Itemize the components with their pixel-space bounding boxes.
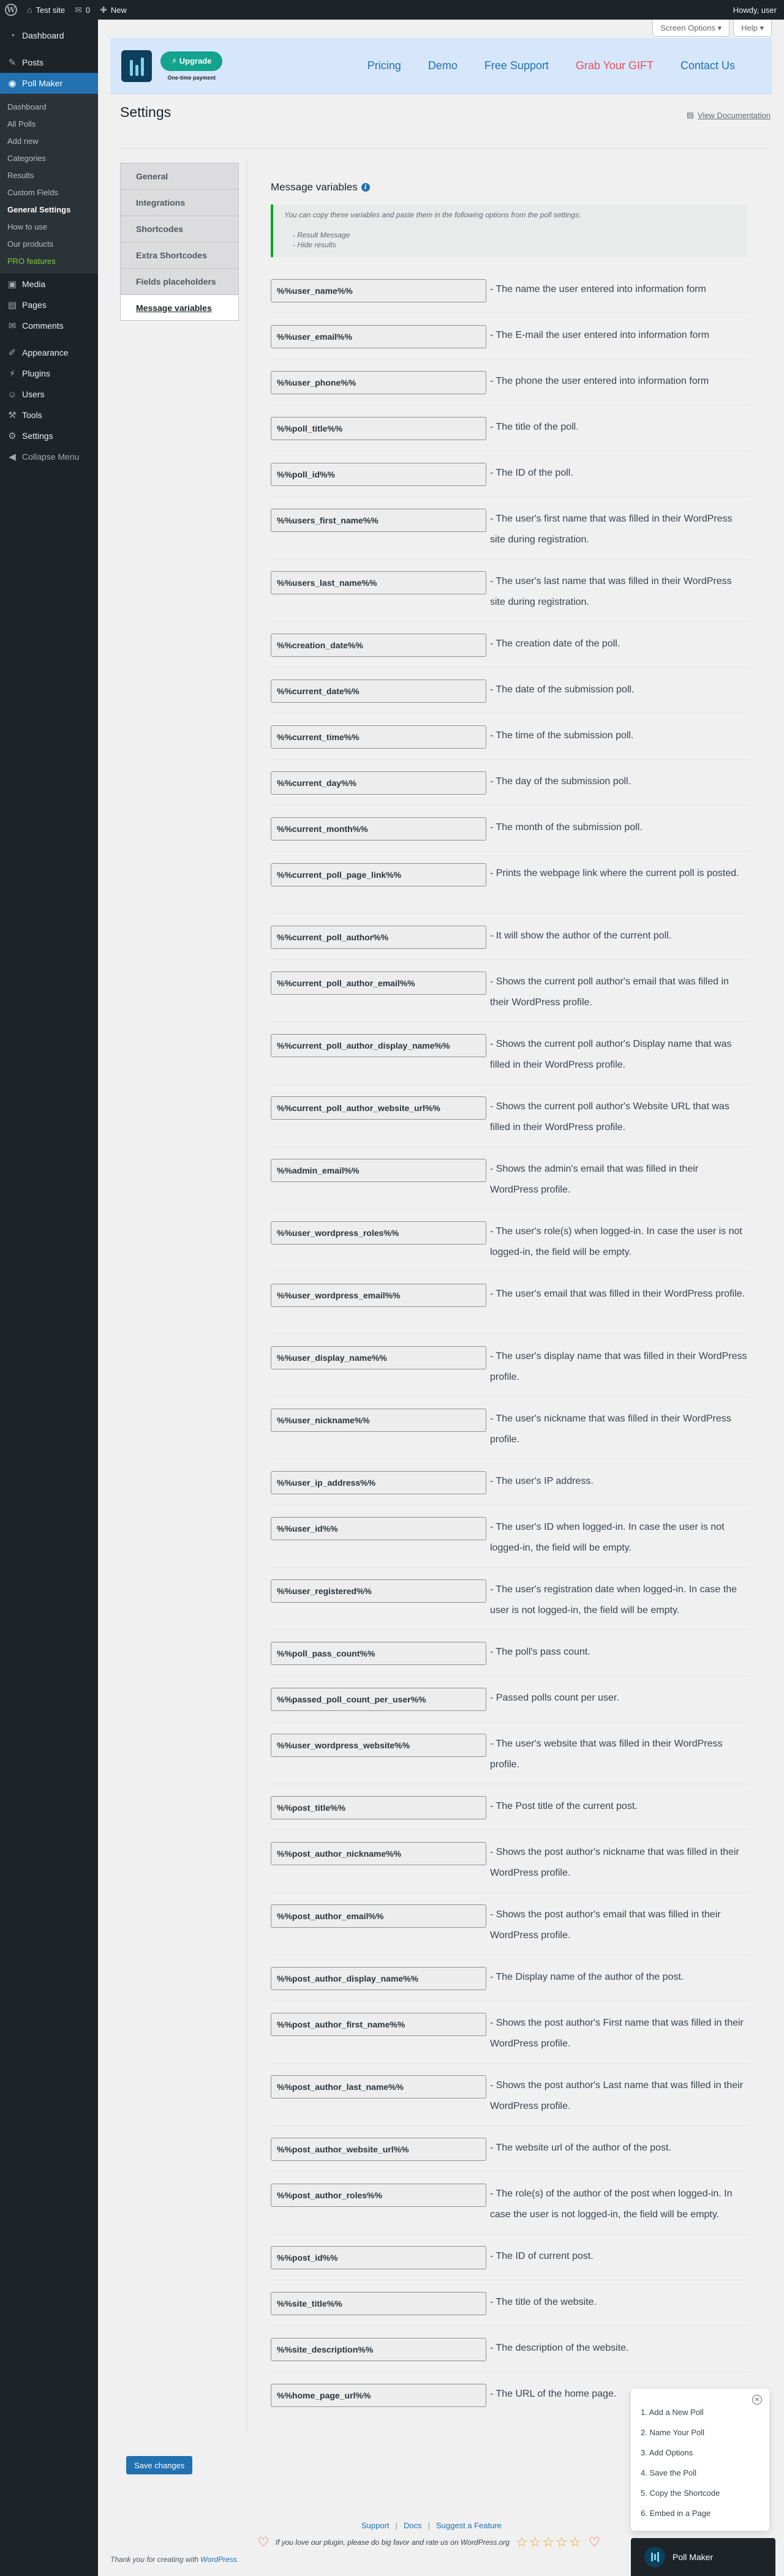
help-button[interactable]: Help ▾ <box>733 20 772 37</box>
admin-bar <box>0 0 784 20</box>
row-divider <box>271 1567 747 1568</box>
variable-code-field[interactable]: %%user_name%% <box>271 279 486 302</box>
variable-code-field[interactable]: %%post_author_roles%% <box>271 2184 486 2207</box>
nav-pricing[interactable]: Pricing <box>367 59 401 72</box>
variable-row <box>271 1688 747 1711</box>
nav-free-support[interactable]: Free Support <box>484 59 549 72</box>
tab-integrations[interactable]: Integrations <box>120 189 239 215</box>
tab-fields-placeholders[interactable]: Fields placeholders <box>120 268 239 294</box>
settings-icon: ⚙ <box>8 431 17 441</box>
variable-code-field[interactable]: %%poll_title%% <box>271 417 486 440</box>
menu-pages[interactable] <box>0 294 98 315</box>
submenu-custom-fields[interactable]: Custom Fields <box>7 187 59 197</box>
tab-message-variables[interactable]: Message variables <box>120 294 239 321</box>
variable-row <box>271 771 747 795</box>
lightning-icon: ⚡ <box>172 56 179 66</box>
menu-poll-maker[interactable] <box>0 73 98 94</box>
variable-description: - Shows the post author's Last name that was filled in their WordPress profile. <box>490 2080 744 2111</box>
save-changes-button[interactable]: Save changes <box>126 2456 192 2474</box>
nav-demo[interactable]: Demo <box>428 59 458 72</box>
variable-description: - The user's display name that was filled in their WordPress profile. <box>490 1351 747 1382</box>
submenu-add-new[interactable]: Add new <box>7 136 39 146</box>
plugin-banner <box>110 38 772 94</box>
variable-row <box>271 680 747 703</box>
variable-description: - The time of the submission poll. <box>490 730 634 741</box>
row-divider <box>271 713 747 714</box>
variable-description: - The role(s) of the author of the post when logged-in. In case the user is not logged-in, the field will be empty. <box>490 2188 733 2220</box>
variable-row <box>271 509 747 550</box>
popup-step[interactable]: 5. Copy the Shortcode <box>641 2488 720 2498</box>
variable-code-field[interactable]: %%user_ip_address%% <box>271 1471 486 1494</box>
variable-code-field[interactable]: %%user_registered%% <box>271 1579 486 1603</box>
page-icon: ▤ <box>7 300 17 310</box>
submenu-general-settings[interactable]: General Settings <box>7 204 71 214</box>
row-divider <box>271 1892 747 1893</box>
variable-code-field[interactable]: %%current_poll_author%% <box>271 926 486 949</box>
submenu-pro-features[interactable]: PRO features <box>7 256 56 266</box>
dashboard-icon: ◔ <box>9 30 15 41</box>
variable-description: - The user's website that was filled in their WordPress profile. <box>490 1739 723 1770</box>
variable-row <box>271 1221 747 1263</box>
variable-code-field[interactable]: %%passed_poll_count_per_user%% <box>271 1688 486 1711</box>
view-documentation-label: View Documentation <box>698 110 771 120</box>
variable-row <box>271 2246 747 2269</box>
variable-description: - The user's nickname that was filled in their WordPress profile. <box>490 1413 731 1445</box>
variable-row <box>271 1034 747 1076</box>
variable-description: - The name the user entered into information form <box>490 284 706 294</box>
variable-code-field[interactable]: %%home_page_url%% <box>271 2384 486 2407</box>
variable-code-field[interactable]: %%user_wordpress_roles%% <box>271 1221 486 1245</box>
wordpress-link[interactable]: WordPress. <box>200 2555 239 2564</box>
heart-icon: ♡ <box>257 2534 270 2550</box>
variable-description: - The month of the submission poll. <box>490 822 643 833</box>
menu-comments[interactable] <box>0 315 98 336</box>
variable-code-field[interactable]: %%current_month%% <box>271 817 486 841</box>
variable-description: - The website url of the author of the post. <box>490 2143 671 2153</box>
variable-row <box>271 1159 747 1200</box>
rating-stars-icon[interactable]: ☆☆☆☆☆ <box>515 2534 582 2550</box>
variable-code-field[interactable]: %%user_wordpress_email%% <box>271 1284 486 1307</box>
variable-description: - Passed polls count per user. <box>490 1693 619 1703</box>
row-divider <box>271 496 747 497</box>
variable-code-field[interactable]: %%poll_pass_count%% <box>271 1642 486 1665</box>
menu-plugins[interactable] <box>0 363 98 384</box>
menu-settings[interactable] <box>0 425 98 446</box>
document-icon: ▤ <box>686 110 694 119</box>
wordpress-icon: W <box>5 4 17 16</box>
row-divider <box>271 1721 747 1722</box>
variable-row <box>271 1734 747 1775</box>
variable-row <box>271 2075 747 2117</box>
menu-label: Media <box>22 279 46 289</box>
variable-description: - Shows the post author's email that was filled in their WordPress profile. <box>490 1909 721 1941</box>
popup-step[interactable]: 3. Add Options <box>641 2448 693 2457</box>
variable-description: - Shows the current poll author's Display name that was filled in their WordPress profile. <box>490 1039 732 1070</box>
variable-code-field[interactable]: %%post_id%% <box>271 2246 486 2269</box>
row-divider <box>271 959 747 960</box>
variable-row <box>271 926 747 949</box>
row-divider <box>271 621 747 622</box>
variable-row <box>271 1579 747 1621</box>
menu-label: Users <box>22 389 45 399</box>
footer-support-link[interactable]: Support <box>361 2521 390 2530</box>
row-divider <box>271 2063 747 2064</box>
variable-description: - The user's email that was filled in their WordPress profile. <box>490 1289 745 1299</box>
variable-code-field[interactable]: %%current_date%% <box>271 680 486 703</box>
upgrade-label: Upgrade <box>179 56 212 66</box>
variable-description: - Shows the current poll author's email that was filled in their WordPress profile. <box>490 976 729 1008</box>
thanks-text: Thank you for creating with <box>110 2555 199 2564</box>
menu-collapse[interactable] <box>0 446 98 467</box>
menu-label: Comments <box>22 321 64 331</box>
menu-label: Appearance <box>22 348 69 358</box>
variable-description: - Shows the current poll author's Website URL that was filled in their WordPress profile. <box>490 1101 729 1133</box>
variable-description: - The user's registration date when logged-in. In case the user is not logged-in, the field will be empty. <box>490 1584 737 1616</box>
poll-maker-help-bar[interactable] <box>631 2538 775 2576</box>
variable-row <box>271 1517 747 1559</box>
footer-suggest-link[interactable]: Suggest a Feature <box>435 2521 502 2530</box>
variable-code-field[interactable]: %%post_author_display_name%% <box>271 1967 486 1990</box>
variable-code-field[interactable]: %%user_wordpress_website%% <box>271 1734 486 1757</box>
variable-code-field[interactable]: %%user_id%% <box>271 1517 486 1540</box>
variable-description: - Shows the post author's nickname that was filled in their WordPress profile. <box>490 1847 739 1878</box>
variable-row <box>271 571 747 613</box>
variable-description: - The E-mail the user entered into information form <box>490 330 710 340</box>
greeting: Howdy, user <box>733 5 777 15</box>
variable-code-field[interactable]: %%current_poll_author_email%% <box>271 972 486 995</box>
variable-row <box>271 1642 747 1665</box>
row-divider <box>271 667 747 668</box>
screen-meta-links <box>652 20 772 37</box>
plus-icon: ✚ <box>100 4 107 15</box>
variable-description: - The title of the poll. <box>490 422 579 432</box>
menu-posts[interactable] <box>0 52 98 73</box>
variable-row <box>271 863 747 886</box>
row-divider <box>271 851 747 852</box>
variable-code-field[interactable]: %%user_phone%% <box>271 371 486 394</box>
rate-text: If you love our plugin, please do big favor and rate us on WordPress.org <box>275 2538 510 2547</box>
variable-code-field[interactable]: %%user_email%% <box>271 325 486 348</box>
popup-step[interactable]: 6. Embed in a Page <box>641 2509 711 2518</box>
section-title-text: Message variables <box>271 181 358 193</box>
popup-step[interactable]: 4. Save the Poll <box>641 2468 697 2477</box>
variable-description: - The poll's pass count. <box>490 1647 590 1657</box>
variable-code-field[interactable]: %%current_poll_page_link%% <box>271 863 486 886</box>
variable-row <box>271 2292 747 2315</box>
variable-code-field[interactable]: %%current_time%% <box>271 725 486 749</box>
user-icon: ☺ <box>7 389 17 400</box>
variable-description: - The user's role(s) when logged-in. In case the user is not logged-in, the field will be empty. <box>490 1226 742 1257</box>
variable-description: - The user's IP address. <box>490 1476 594 1486</box>
submenu-our-products[interactable]: Our products <box>7 239 54 249</box>
submenu-categories[interactable]: Categories <box>7 153 46 163</box>
settings-tabs <box>120 163 239 321</box>
variable-description: - It will show the author of the current poll. <box>490 930 672 941</box>
popup-step[interactable]: 1. Add a New Poll <box>641 2408 704 2417</box>
close-icon[interactable]: ✕ <box>752 2395 762 2405</box>
heart-icon: ♡ <box>588 2534 601 2550</box>
variable-row <box>271 817 747 841</box>
variable-row <box>271 1796 747 1819</box>
user-account-menu[interactable] <box>728 0 784 20</box>
menu-label: Posts <box>22 58 44 67</box>
footer-docs-link[interactable]: Docs <box>403 2521 422 2530</box>
tab-shortcodes[interactable]: Shortcodes <box>120 215 239 242</box>
brush-icon: ✐ <box>8 348 17 358</box>
poll-maker-submenu <box>0 94 98 274</box>
variable-row <box>271 2138 747 2161</box>
variable-description: - The title of the website. <box>490 2297 597 2307</box>
row-divider <box>271 2125 747 2126</box>
comment-icon: ✉ <box>8 321 17 331</box>
poll-maker-bar-label: Poll Maker <box>673 2552 714 2562</box>
row-divider <box>271 1396 747 1397</box>
variable-description: - The date of the submission poll. <box>490 684 635 695</box>
banner-nav <box>368 59 735 72</box>
site-name-link[interactable] <box>22 0 70 20</box>
popup-step[interactable]: 2. Name Your Poll <box>641 2428 705 2437</box>
variable-code-field[interactable]: %%post_author_nickname%% <box>271 1842 486 1865</box>
note-list-item: - Hide results <box>293 241 336 249</box>
variable-code-field[interactable]: %%site_description%% <box>271 2338 486 2361</box>
variable-code-field[interactable]: %%post_author_first_name%% <box>271 2013 486 2036</box>
variable-code-field[interactable]: %%post_author_website_url%% <box>271 2138 486 2161</box>
variable-row <box>271 1346 747 1388</box>
rate-bar <box>257 2534 600 2550</box>
submenu-how-to-use[interactable]: How to use <box>7 222 48 231</box>
variable-code-field[interactable]: %%admin_email%% <box>271 1159 486 1182</box>
menu-appearance[interactable] <box>0 342 98 363</box>
comment-icon: ✉ <box>75 4 82 15</box>
variable-row <box>271 634 747 657</box>
comments-count: 0 <box>85 5 91 15</box>
new-label: New <box>110 5 127 15</box>
screen-options-button[interactable]: Screen Options ▾ <box>652 20 729 37</box>
variable-row <box>271 1409 747 1450</box>
variable-row <box>271 371 747 394</box>
menu-label: Tools <box>22 410 42 420</box>
footer-thanks <box>110 2555 239 2564</box>
admin-menu <box>0 20 98 2576</box>
variable-code-field[interactable]: %%post_author_email%% <box>271 1904 486 1928</box>
variable-row <box>271 2338 747 2361</box>
variable-description: - The user's first name that was filled in their WordPress site during registration. <box>490 514 733 545</box>
variable-description: - The ID of the poll. <box>490 468 573 478</box>
menu-label: Settings <box>22 431 53 441</box>
variable-description: - The user's ID when logged-in. In case the user is not logged-in, the field will be empty. <box>490 1522 725 1553</box>
upgrade-note: One-time payment <box>167 74 216 81</box>
variable-code-field[interactable]: %%post_author_last_name%% <box>271 2075 486 2099</box>
collapse-icon: ◀ <box>9 452 16 462</box>
variable-description: - The description of the website. <box>490 2343 629 2353</box>
submenu-results[interactable]: Results <box>7 170 34 180</box>
variable-description: - Shows the post author's First name that was filled in their WordPress profile. <box>490 2018 744 2049</box>
row-divider <box>271 805 747 806</box>
upgrade-button[interactable] <box>160 51 222 71</box>
divider <box>120 148 772 149</box>
row-divider <box>271 1271 747 1272</box>
variable-code-field[interactable]: %%user_display_name%% <box>271 1346 486 1369</box>
variable-row <box>271 1904 747 1946</box>
submenu-all-polls[interactable]: All Polls <box>7 119 36 129</box>
variable-code-field[interactable]: %%current_poll_author_website_url%% <box>271 1096 486 1120</box>
menu-label: Pages <box>22 300 47 310</box>
variable-description: - The Post title of the current post. <box>490 1801 638 1811</box>
tab-extra-shortcodes[interactable]: Extra Shortcodes <box>120 242 239 268</box>
view-documentation-link[interactable] <box>687 110 771 120</box>
pin-icon: ✎ <box>8 58 17 68</box>
variable-row <box>271 1967 747 1990</box>
variable-description: - The phone the user entered into information form <box>490 376 709 386</box>
variable-code-field[interactable]: %%post_title%% <box>271 1796 486 1819</box>
variable-row <box>271 2184 747 2225</box>
note-text: You can copy these variables and paste them in the following options from the poll settings: <box>284 211 581 219</box>
variable-row <box>271 1842 747 1884</box>
footer-links: Support | Docs | Suggest a Feature <box>361 2521 502 2530</box>
row-divider <box>271 1334 747 1335</box>
site-name: Test site <box>36 5 66 15</box>
menu-tools[interactable] <box>0 405 98 425</box>
variables-note <box>271 204 747 257</box>
variable-row <box>271 2013 747 2054</box>
variable-code-field[interactable]: %%creation_date%% <box>271 634 486 657</box>
upgrade-block <box>160 51 222 81</box>
nav-gift[interactable]: Grab Your GIFT <box>575 59 654 72</box>
variable-row <box>271 1284 747 1307</box>
variable-description: - The URL of the home page. <box>490 2389 617 2399</box>
row-divider <box>271 559 747 560</box>
tab-general[interactable]: General <box>120 163 239 189</box>
nav-contact-us[interactable]: Contact Us <box>680 59 735 72</box>
variable-code-field[interactable]: %%current_poll_author_display_name%% <box>271 1034 486 1057</box>
variable-code-field[interactable]: %%users_first_name%% <box>271 509 486 532</box>
wrench-icon: ⚒ <box>8 410 17 421</box>
variable-description: - The ID of current post. <box>490 2251 594 2261</box>
plug-icon: ⚡ <box>9 369 16 379</box>
comments-link[interactable] <box>70 0 95 20</box>
menu-users[interactable] <box>0 384 98 405</box>
menu-label: Dashboard <box>22 31 64 40</box>
variable-row <box>271 1471 747 1494</box>
page-title: Settings <box>120 104 172 120</box>
poll-maker-logo <box>644 2547 665 2567</box>
variable-row <box>271 279 747 302</box>
submenu-dashboard[interactable]: Dashboard <box>7 102 47 111</box>
row-divider <box>271 1084 747 1085</box>
variable-row <box>271 725 747 749</box>
note-list-item: - Result Message <box>293 231 350 239</box>
row-divider <box>271 759 747 760</box>
menu-dashboard[interactable] <box>0 25 98 46</box>
menu-label: Collapse Menu <box>22 452 80 462</box>
home-icon: ⌂ <box>27 5 32 15</box>
variable-description: - The creation date of the poll. <box>490 638 620 649</box>
variable-code-field[interactable]: %%current_day%% <box>271 771 486 795</box>
variable-row <box>271 417 747 440</box>
info-icon[interactable]: i <box>361 183 370 192</box>
variable-description: - Shows the admin's email that was filled in their WordPress profile. <box>490 1164 699 1195</box>
variable-description: - The Display name of the author of the post. <box>490 1972 684 1982</box>
variable-code-field[interactable]: %%user_nickname%% <box>271 1409 486 1432</box>
variable-row <box>271 972 747 1013</box>
variable-code-field[interactable]: %%users_last_name%% <box>271 571 486 594</box>
getting-started-popup <box>631 2389 769 2531</box>
variable-description: - Prints the webpage link where the current poll is posted. <box>490 868 739 878</box>
menu-label: Poll Maker <box>22 78 63 88</box>
variable-code-field[interactable]: %%site_title%% <box>271 2292 486 2315</box>
variable-row <box>271 463 747 486</box>
row-divider <box>271 1209 747 1210</box>
variable-row <box>271 325 747 348</box>
row-divider <box>271 913 747 914</box>
menu-label: Plugins <box>22 369 50 378</box>
wordpress-logo-button[interactable] <box>0 0 22 20</box>
variable-row <box>271 1096 747 1138</box>
variable-description: - The day of the submission poll. <box>490 776 631 787</box>
section-title <box>271 181 370 193</box>
row-divider <box>271 2171 747 2172</box>
variable-description: - The user's last name that was filled in their WordPress site during registration. <box>490 576 732 607</box>
poll-maker-icon: ◉ <box>8 78 17 89</box>
media-icon: ▣ <box>7 279 17 290</box>
menu-media[interactable] <box>0 274 98 294</box>
variable-code-field[interactable]: %%poll_id%% <box>271 463 486 486</box>
poll-maker-logo[interactable] <box>121 50 152 82</box>
new-content-link[interactable] <box>95 0 132 20</box>
